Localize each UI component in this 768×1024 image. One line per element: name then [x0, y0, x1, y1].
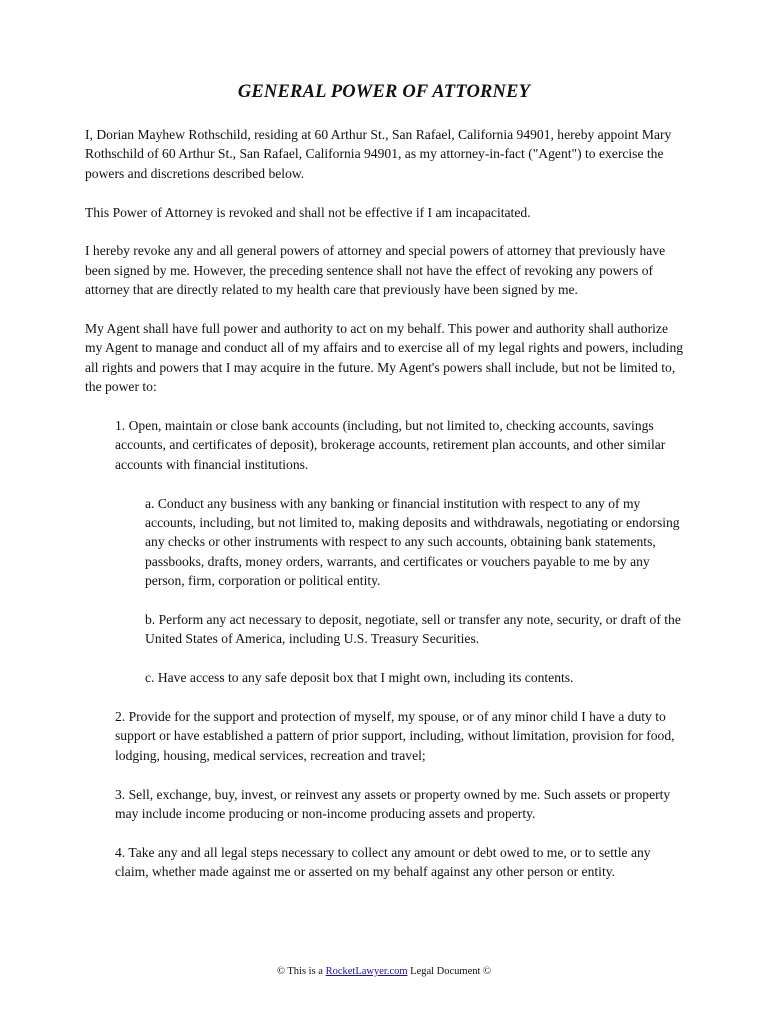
list-item-1a: a. Conduct any business with any banking or financial institution with respect to any of my accounts, including, but not limited to, making deposits and withdrawals, negotiating or endorsing any checks or other instruments with respect to any such accounts, obtaining bank statements, passbooks, drafts, money orders, warrants, and certificates or vouchers payable to me by any person, firm, corporation or political entity.	[145, 495, 680, 589]
document-title: GENERAL POWER OF ATTORNEY	[237, 82, 531, 102]
footer-prefix: © This is a	[276, 966, 326, 977]
list-item-3: 3. Sell, exchange, buy, invest, or reinvest any assets or property owned by me. Such assets or property may include income producing or non-income producing assets and property.	[115, 786, 671, 822]
list-item-2: 2. Provide for the support and protection of myself, my spouse, or of any minor child I have a duty to support or have established a pattern of prior support, including, without limitation, provision for food, lodging, housing, medical services, recreation and travel;	[115, 709, 675, 763]
list-item-1c: c. Have access to any safe deposit box that I might own, including its contents.	[145, 670, 574, 686]
document-body	[85, 125, 685, 901]
paragraph-revoke-prior: I hereby revoke any and all general powers of attorney and special powers of attorney that previously have been signed by me. However, the preceding sentence shall not have the effect of revoking any powers of attorney that are directly related to my health care that previously have been signed by me.	[85, 243, 666, 298]
rocketlawyer-link[interactable]: RocketLawyer.com	[325, 966, 408, 977]
list-item-1b: b. Perform any act necessary to deposit, negotiate, sell or transfer any note, security, or draft of the United States of America, including U.S. Treasury Securities.	[145, 612, 681, 647]
list-item-1: 1. Open, maintain or close bank accounts (including, but not limited to, checking accounts, savings accounts, and certificates of deposit), brokerage accounts, retirement plan accounts, and other similar accounts with financial institutions.	[115, 418, 666, 472]
footer-suffix: Legal Document ©	[407, 966, 492, 977]
paragraph-appointment: I, Dorian Mayhew Rothschild, residing at 60 Arthur St., San Rafael, California 94901, hereby appoint Mary Rothschild of 60 Arthur St., San Rafael, California 94901, as my attorney-in-fact ("Agent") to exercise the powers and discretions described below.	[85, 127, 672, 181]
page-footer	[0, 966, 768, 977]
paragraph-revocation-incapacity: This Power of Attorney is revoked and shall not be effective if I am incapacitated.	[85, 204, 531, 220]
paragraph-agent-authority: My Agent shall have full power and authority to act on my behalf. This power and authority shall authorize my Agent to manage and conduct all of my affairs and to exercise all of my legal rights and powers, including all rights and powers that I may acquire in the future. My Agent's powers shall include, but not be limited to, the power to:	[85, 321, 684, 395]
list-item-4: 4. Take any and all legal steps necessary to collect any amount or debt owed to me, or to settle any claim, whether made against me or asserted on my behalf against any other person or entity.	[115, 844, 651, 880]
